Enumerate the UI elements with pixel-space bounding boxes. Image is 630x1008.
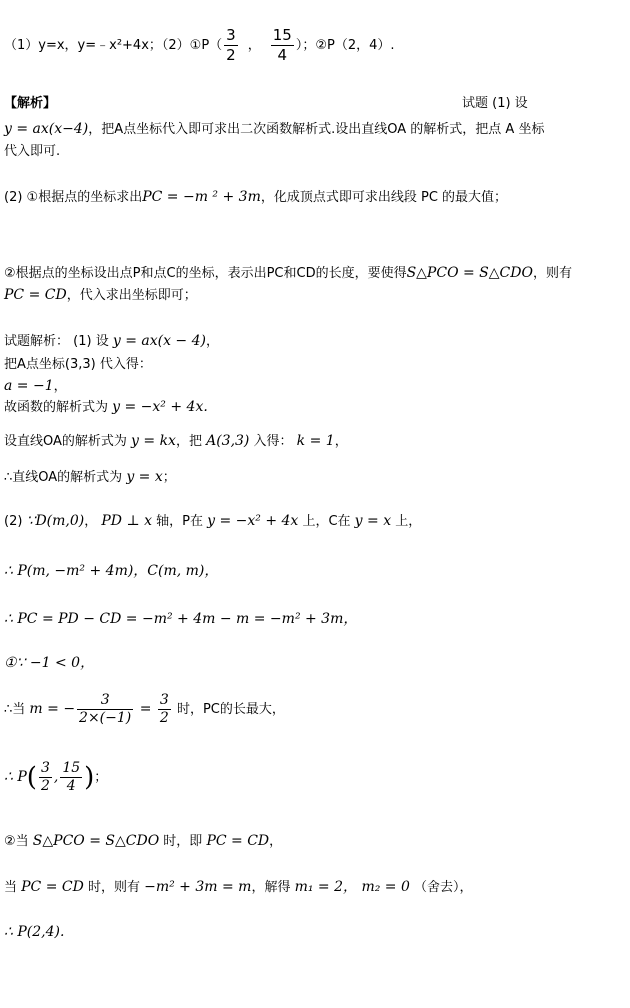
analysis-text: (2) ①根据点的坐标求出: [4, 190, 143, 205]
analysis-text: ，代入求出坐标即可；: [66, 288, 197, 303]
solution-text: ∴当: [4, 702, 30, 717]
solution-line-1: [4, 330, 219, 349]
fraction-denominator: 2: [226, 46, 236, 64]
analysis-math: PC = CD: [4, 287, 67, 303]
solution-math: y = −x² + 4x: [207, 513, 299, 529]
solution-fraction: [39, 760, 52, 795]
solution-text: ；: [162, 470, 176, 485]
solution-text: ∴直线OA的解析式为: [4, 470, 127, 485]
solution-text: 故函数的解析式为: [4, 400, 113, 415]
analysis-text: ，把A点坐标代入即可求出二次函数解析式.设出直线OA 的解析式，把点 A 坐标: [88, 122, 545, 137]
solution-text: 当: [4, 880, 22, 895]
answer-fraction-y: [271, 26, 294, 65]
solution-line-8: [4, 560, 218, 580]
right-paren: ): [84, 762, 95, 793]
analysis-math: PC = −m ² + 3m: [142, 189, 261, 205]
left-paren: (: [26, 762, 37, 793]
fraction-numerator: 15: [272, 26, 292, 44]
solution-text: ；: [94, 770, 108, 785]
solution-math: y = x: [126, 469, 163, 485]
solution-fraction: [158, 692, 171, 727]
answer-part1: （1）y=x，y=﹣x²+4x；（2）①P（: [4, 38, 223, 53]
solution-math: ∴ P(2,4).: [4, 924, 65, 940]
fraction-denominator: 2×(−1): [79, 710, 132, 726]
fraction-denominator: 4: [277, 46, 288, 64]
fraction-numerator: 3: [77, 692, 133, 710]
analysis-line-4: [4, 262, 572, 281]
solution-text: (2): [4, 514, 27, 529]
analysis-line-2: 代入即可.: [4, 144, 61, 159]
solution-text: 时，PC的长最大，: [172, 702, 285, 717]
analysis-heading: 【解析】: [4, 96, 57, 111]
fraction-numerator: 3: [159, 692, 169, 708]
solution-line-11: [4, 692, 285, 727]
solution-math: A(3,3): [206, 433, 250, 449]
solution-line-12: [4, 760, 107, 795]
fraction-denominator: 2: [40, 778, 50, 794]
solution-math: PC = CD: [21, 879, 84, 895]
solution-text: 设直线OA的解析式为: [4, 434, 132, 449]
fraction-numerator: 15: [62, 760, 81, 776]
solution-math: ①∵ −1 < 0，: [4, 655, 95, 671]
analysis-math: S△PCO = S△CDO: [406, 265, 533, 281]
solution-text: 轴，P在: [152, 514, 208, 529]
solution-line-2: 把A点坐标(3,3) 代入得：: [4, 357, 152, 372]
fraction-denominator: 2: [159, 710, 169, 726]
fraction-denominator: 4: [66, 778, 76, 794]
fraction-numerator: 3: [40, 760, 50, 776]
solution-line-5: [4, 430, 348, 449]
analysis-right-label: 试题 (1) 设: [462, 96, 528, 111]
solution-math: y = kx: [131, 433, 176, 449]
solution-math: ∴ P: [4, 769, 27, 785]
solution-text: 入得：: [249, 434, 297, 449]
solution-text: 上，: [391, 514, 422, 529]
solution-line-9: [4, 608, 357, 628]
solution-line-10: [4, 652, 94, 672]
solution-fraction: [60, 760, 82, 795]
solution-text: 上，C在: [298, 514, 355, 529]
analysis-text: ②根据点的坐标设出点P和点C的坐标，表示出PC和CD的长度，要使得: [4, 266, 407, 281]
solution-text: ，: [334, 434, 348, 449]
analysis-math: y = ax(x−4): [4, 121, 89, 137]
solution-text: 时，则有: [83, 880, 145, 895]
solution-math: y = ax(x − 4): [112, 333, 206, 349]
solution-math: y = −x² + 4x.: [112, 399, 208, 415]
analysis-text: ，化成顶点式即可求出线段 PC 的最大值；: [260, 190, 508, 205]
solution-text: ，解得: [251, 880, 295, 895]
solution-text: （舍去），: [409, 880, 473, 895]
solution-line-3: [4, 375, 67, 394]
fraction-numerator: 3: [226, 26, 236, 44]
solution-math: ∴ PC = PD − CD = −m² + 4m − m = −m² + 3m，: [4, 611, 358, 627]
solution-text: 试题解析：: [4, 334, 70, 349]
solution-math: −m² + 3m = m: [144, 879, 252, 895]
answer-fraction-x: [224, 26, 238, 65]
solution-math: PD ⊥ x: [101, 513, 152, 529]
solution-line-7: [4, 510, 421, 529]
solution-fraction: [77, 692, 133, 727]
solution-math: a = −1: [4, 378, 54, 394]
solution-math: k = 1: [296, 433, 335, 449]
solution-text: (1) 设: [69, 334, 113, 349]
answer-comma: ，: [247, 38, 261, 53]
solution-text: ，: [205, 334, 219, 349]
solution-text: ②当: [4, 834, 33, 849]
solution-text: 时，即: [159, 834, 207, 849]
solution-line-6: [4, 466, 176, 485]
analysis-line-3: [4, 186, 507, 205]
solution-math: ,: [53, 769, 59, 785]
solution-line-4: [4, 396, 208, 415]
solution-text: ，: [84, 514, 102, 529]
answer-line: [4, 26, 395, 65]
solution-line-14: [4, 876, 473, 896]
solution-text: ，: [53, 379, 67, 394]
solution-line-15: [4, 924, 64, 940]
solution-math: m = −: [29, 701, 76, 717]
solution-math: PC = CD: [206, 833, 270, 849]
analysis-line-1: [4, 118, 544, 137]
solution-math: S△PCO = S△CDO: [32, 833, 160, 849]
solution-text: ，把: [175, 434, 207, 449]
solution-math: m₁ = 2， m₂ = 0: [294, 879, 410, 895]
solution-math: y = x: [354, 513, 392, 529]
solution-math: ∴ P(m, −m² + 4m)，C(m, m)，: [4, 563, 219, 579]
solution-math: =: [135, 701, 156, 717]
solution-text: ，: [269, 834, 283, 849]
analysis-text: ，则有: [532, 266, 572, 281]
solution-line-13: [4, 830, 282, 849]
solution-math: ∵D(m,0): [26, 513, 85, 529]
analysis-line-5: [4, 284, 197, 303]
answer-tail: ）；②P（2，4）.: [295, 38, 395, 53]
